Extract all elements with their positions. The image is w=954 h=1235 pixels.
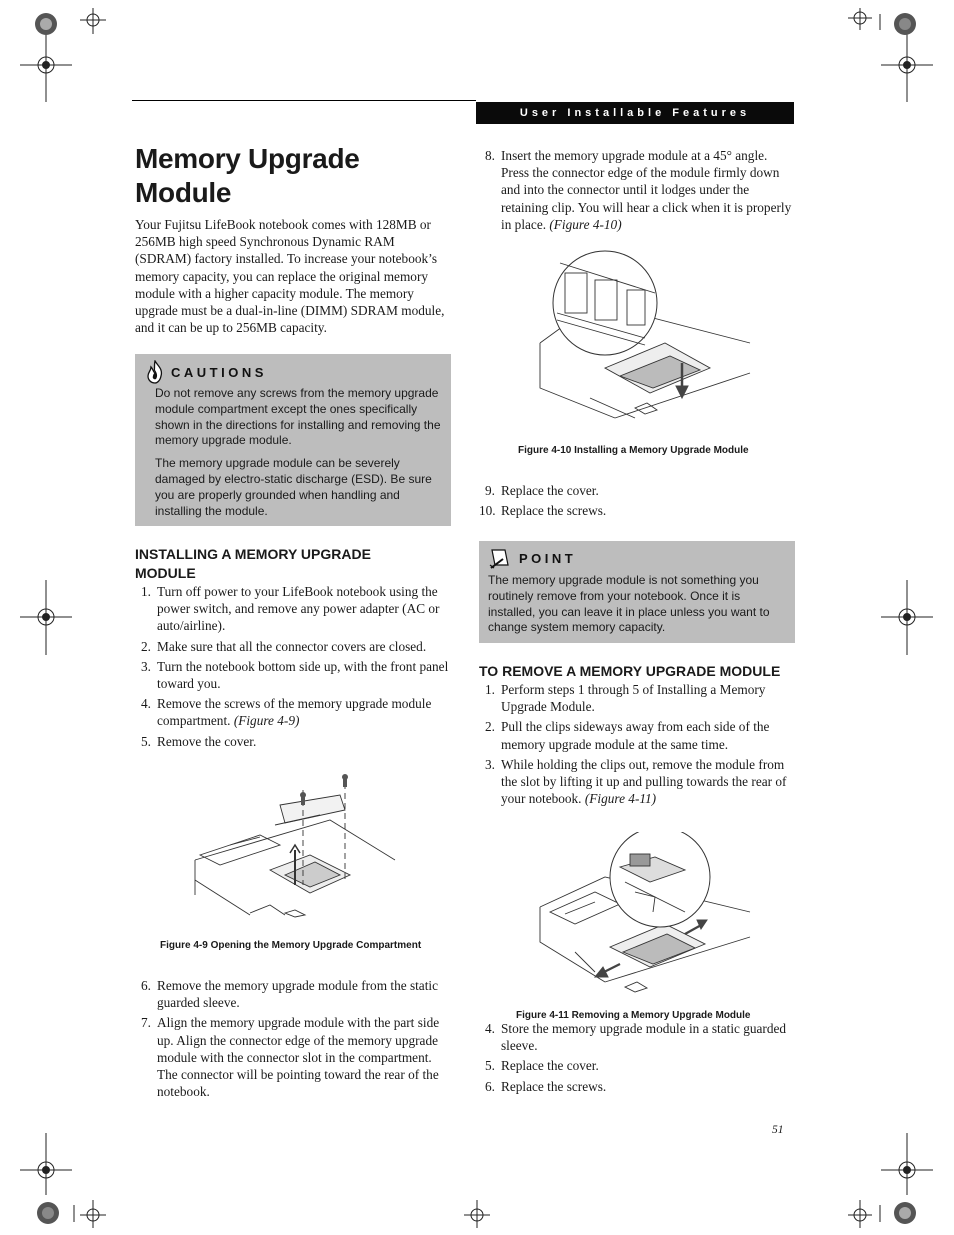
header-rule: [132, 100, 476, 101]
figure-4-10-illustration: [535, 248, 755, 428]
list-item: 9. Replace the cover.: [485, 483, 599, 498]
color-target-top-left: [35, 13, 57, 35]
cautions-paragraph: Do not remove any screws from the memory upgrade module compartment except the ones specifically shown in the directions for installing and removing the memory upgrade module.: [155, 386, 441, 448]
point-body: [488, 573, 784, 643]
figure-reference: (Figure 4-11): [584, 791, 657, 807]
point-header: [489, 547, 576, 569]
crop-mark-mid-right: [881, 580, 933, 655]
crop-mark-top-right: [881, 30, 933, 102]
magnifier-inset-icon: [610, 832, 710, 927]
list-item: 6. Replace the screws.: [485, 1078, 607, 1094]
figure-4-10-caption: Figure 4-10 Installing a Memory Upgrade Module: [518, 445, 749, 456]
figure-reference: (Figure 4-10): [549, 216, 622, 232]
list-item: 4. Store the memory upgrade module in a static guarded sleeve.: [485, 1021, 787, 1054]
page-title: Memory Upgrade Module: [135, 143, 360, 208]
installing-steps-9-10: [479, 482, 793, 522]
installing-heading: INSTALLING A MEMORY UPGRADE MODULE: [135, 546, 371, 581]
installing-step-8: [479, 147, 793, 236]
removing-heading: TO REMOVE A MEMORY UPGRADE MODULE: [479, 663, 781, 679]
list-item: 1. Turn off power to your LifeBook notebook using the power switch, and remove any power adapter (AC or auto/airline).: [141, 584, 440, 634]
cautions-header: [145, 360, 267, 384]
crop-mark-mid-left: [20, 580, 72, 655]
list-item: 2. Pull the clips sideways away from each side of the memory upgrade module at the same time.: [485, 719, 770, 752]
list-item: 7. Align the memory upgrade module with the part side up. Align the connector edge of the memory upgrade module with the connector slot in the compartment. The connector will be pointing toward the rear of the notebook.: [141, 1015, 440, 1100]
list-item: 10. Replace the screws.: [479, 503, 607, 519]
page-number: 51: [772, 1124, 784, 1136]
installing-steps-1-5: [135, 583, 453, 753]
point-heading: POINT: [519, 550, 577, 566]
point-box: [479, 541, 795, 643]
cautions-heading: CAUTIONS: [171, 364, 267, 380]
crop-mark-bottom-left: [20, 1133, 72, 1195]
cautions-box: [135, 354, 451, 526]
crop-mark-bottom-center: [464, 1200, 490, 1228]
color-target-bottom-right: [894, 1202, 916, 1224]
figure-4-9-caption: Figure 4-9 Opening the Memory Upgrade Compartment: [160, 940, 422, 951]
cautions-body: [155, 386, 443, 526]
list-item: 2. Make sure that all the connector covers are closed.: [141, 638, 427, 654]
magnifier-inset-icon: [553, 251, 657, 355]
list-item: 3. Turn the notebook bottom side up, with the front panel toward you.: [141, 658, 449, 692]
color-target-bottom-left: [37, 1202, 59, 1224]
figure-4-9-illustration: [190, 765, 400, 925]
crop-mark-bottom-center-right: [848, 1200, 872, 1228]
flame-warning-icon: [145, 360, 165, 384]
pencil-note-icon: [489, 547, 511, 569]
list-item: 3. While holding the clips out, remove the module from the slot by lifting it up and pulling towards the rear of your notebook. (Figure 4-11): [485, 756, 787, 807]
list-item: 5. Remove the cover.: [141, 733, 257, 749]
intro-paragraph: Your Fujitsu LifeBook notebook comes with 128MB or 256MB high speed Synchronous Dynamic RAM (SDRAM) factory installed. To increase your notebook’s memory capacity, you can replace the original memory module with a higher capacity module. The memory upgrade must be a dual-in-line (DIMM) SDRAM module, and it can be up to 256MB capacity.: [135, 217, 445, 336]
crop-mark-top-center-left: [80, 8, 106, 34]
figure-4-11-illustration: [535, 832, 755, 1002]
figure-reference: (Figure 4-9): [233, 713, 300, 729]
color-target-top-right: [894, 13, 916, 35]
crop-mark-bottom-center-left: [80, 1200, 106, 1228]
list-item: 5. Replace the cover.: [485, 1058, 599, 1074]
section-header-bar: User Installable Features: [476, 102, 794, 124]
crop-mark-top-center-right: [848, 8, 872, 30]
removing-steps-1-3: [479, 681, 793, 810]
list-item: 1. Perform steps 1 through 5 of Installing a Memory Upgrade Module.: [485, 682, 766, 715]
list-item: 6. Remove the memory upgrade module from the static guarded sleeve.: [141, 978, 439, 1011]
crop-mark-bottom-right: [881, 1133, 933, 1195]
removing-steps-4-6: [479, 1020, 793, 1098]
list-item: 4. Remove the screws of the memory upgrade module compartment. (Figure 4-9): [141, 696, 432, 729]
point-paragraph: The memory upgrade module is not something you routinely remove from your notebook. Once it is installed, you can leave it in place unless you want to change system memory capacity.: [488, 573, 770, 635]
crop-mark-top-left: [20, 30, 72, 102]
installing-steps-6-7: [135, 977, 453, 1103]
cautions-paragraph: The memory upgrade module can be severely damaged by electro-static discharge (ESD). Be sure you are properly grounded when handling and installing the module.: [155, 456, 432, 518]
list-item: 8. Insert the memory upgrade module at a 45° angle. Press the connector edge of the module firmly down and into the connector until it lodges under the retaining clip. You will hear a click when it is properly in place. (Figure 4-10): [485, 148, 792, 232]
figure-4-11-caption: Figure 4-11 Removing a Memory Upgrade Module: [516, 1010, 751, 1021]
